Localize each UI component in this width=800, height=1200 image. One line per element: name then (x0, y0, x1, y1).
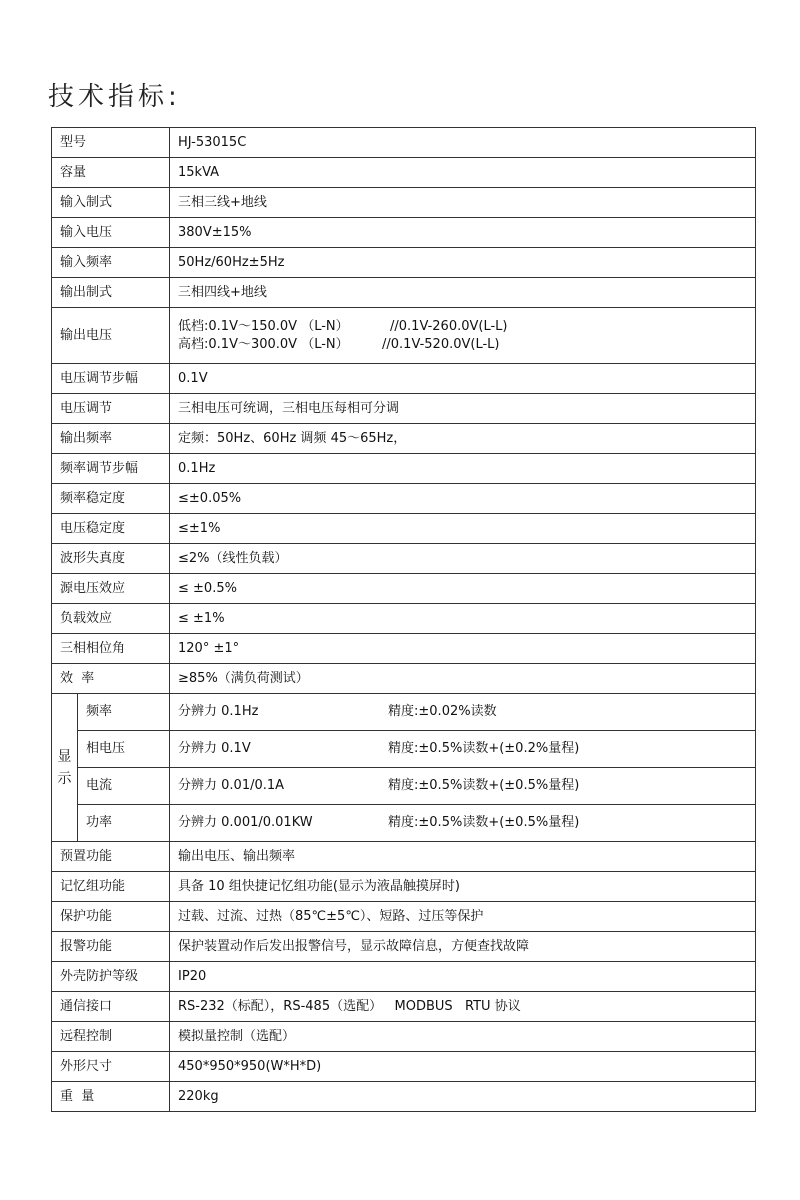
row-value: 具备 10 组快捷记忆组功能(显示为液晶触摸屏时) (170, 872, 756, 902)
row-label: 输入制式 (52, 188, 170, 218)
table-row (52, 364, 756, 394)
table-row (52, 604, 756, 634)
table-row (52, 992, 756, 1022)
row-label: 重 量 (52, 1082, 170, 1112)
display-item-spec (170, 805, 756, 842)
table-row (52, 932, 756, 962)
row-label: 电压调节 (52, 394, 170, 424)
spec-table (51, 127, 756, 1112)
display-accuracy: 精度:±0.5%读数+(±0.2%量程) (388, 741, 580, 756)
row-value: 三相电压可统调，三相电压每相可分调 (170, 394, 756, 424)
table-row (52, 188, 756, 218)
display-item-name: 相电压 (78, 731, 170, 768)
row-value: 220kg (170, 1082, 756, 1112)
row-label: 电压调节步幅 (52, 364, 170, 394)
output-voltage-line-high (178, 336, 747, 354)
row-label: 输出频率 (52, 424, 170, 454)
row-value: 450*950*950(W*H*D) (170, 1052, 756, 1082)
display-accuracy: 精度:±0.02%读数 (388, 704, 497, 719)
row-value: 三相四线+地线 (170, 278, 756, 308)
display-resolution: 分辨力 0.01/0.1A (178, 778, 285, 793)
row-value: 输出电压、输出频率 (170, 842, 756, 872)
row-label: 记忆组功能 (52, 872, 170, 902)
display-accuracy: 精度:±0.5%读数+(±0.5%量程) (388, 778, 580, 793)
row-label: 报警功能 (52, 932, 170, 962)
table-row (52, 694, 756, 731)
row-value: IP20 (170, 962, 756, 992)
row-value: 定频：50Hz、60Hz 调频 45～65Hz， (170, 424, 756, 454)
table-row (52, 842, 756, 872)
row-value: 0.1Hz (170, 454, 756, 484)
row-label: 波形失真度 (52, 544, 170, 574)
row-label: 外壳防护等级 (52, 962, 170, 992)
table-row (52, 731, 756, 768)
row-value: 过载、过流、过热（85℃±5℃）、短路、过压等保护 (170, 902, 756, 932)
table-row (52, 544, 756, 574)
table-row (52, 902, 756, 932)
row-value: ≤2%（线性负载） (170, 544, 756, 574)
table-row (52, 128, 756, 158)
row-label: 远程控制 (52, 1022, 170, 1052)
row-label: 源电压效应 (52, 574, 170, 604)
table-row (52, 574, 756, 604)
voltage-range-ln: 高档:0.1V～300.0V （L-N） (178, 336, 349, 352)
row-value: HJ-53015C (170, 128, 756, 158)
row-value: 三相三线+地线 (170, 188, 756, 218)
row-label: 效 率 (52, 664, 170, 694)
row-label: 输入频率 (52, 248, 170, 278)
row-value: ≤ ±1% (170, 604, 756, 634)
table-row (52, 1052, 756, 1082)
table-row (52, 424, 756, 454)
display-label-char: 示 (57, 770, 72, 787)
row-label: 三相相位角 (52, 634, 170, 664)
voltage-range-ln: 低档:0.1V～150.0V （L-N） (178, 318, 349, 334)
display-item-spec (170, 731, 756, 768)
display-item-spec (170, 694, 756, 731)
display-item-name: 电流 (78, 768, 170, 805)
row-value: 380V±15% (170, 218, 756, 248)
table-row (52, 1022, 756, 1052)
table-row (52, 514, 756, 544)
row-value: 模拟量控制（选配） (170, 1022, 756, 1052)
row-label: 预置功能 (52, 842, 170, 872)
display-resolution: 分辨力 0.1Hz (178, 704, 259, 719)
table-row (52, 872, 756, 902)
display-accuracy: 精度:±0.5%读数+(±0.5%量程) (388, 815, 580, 830)
page-title: 技术指标: (48, 82, 181, 112)
row-label: 负载效应 (52, 604, 170, 634)
row-value: ≤±1% (170, 514, 756, 544)
row-label: 保护功能 (52, 902, 170, 932)
table-row (52, 308, 756, 364)
display-item-name: 功率 (78, 805, 170, 842)
row-label: 型号 (52, 128, 170, 158)
display-resolution: 分辨力 0.1V (178, 741, 251, 756)
row-value: 15kVA (170, 158, 756, 188)
row-label: 输入电压 (52, 218, 170, 248)
output-voltage-value (170, 308, 756, 364)
row-value: 120° ±1° (170, 634, 756, 664)
row-value: ≥85%（满负荷测试） (170, 664, 756, 694)
display-label-char: 显 (57, 748, 72, 765)
voltage-range-ll: //0.1V-260.0V(L-L) (390, 318, 508, 334)
display-item-name: 频率 (78, 694, 170, 731)
row-value: 保护装置动作后发出报警信号，显示故障信息，方便查找故障 (170, 932, 756, 962)
row-label: 输出制式 (52, 278, 170, 308)
table-row (52, 962, 756, 992)
table-row (52, 218, 756, 248)
row-label: 外形尺寸 (52, 1052, 170, 1082)
row-label: 频率稳定度 (52, 484, 170, 514)
table-row (52, 484, 756, 514)
table-row (52, 278, 756, 308)
table-row (52, 768, 756, 805)
row-value: ≤±0.05% (170, 484, 756, 514)
row-label: 通信接口 (52, 992, 170, 1022)
display-item-spec (170, 768, 756, 805)
row-value: 50Hz/60Hz±5Hz (170, 248, 756, 278)
table-row (52, 454, 756, 484)
row-value: RS-232（标配），RS-485（选配） MODBUS RTU 协议 (170, 992, 756, 1022)
display-resolution: 分辨力 0.001/0.01KW (178, 815, 313, 830)
row-label: 输出电压 (52, 308, 170, 364)
row-label: 电压稳定度 (52, 514, 170, 544)
display-group-label (52, 694, 78, 842)
table-row (52, 805, 756, 842)
table-row (52, 1082, 756, 1112)
voltage-range-ll: //0.1V-520.0V(L-L) (382, 336, 500, 352)
table-row (52, 158, 756, 188)
row-value: 0.1V (170, 364, 756, 394)
row-label: 频率调节步幅 (52, 454, 170, 484)
table-row (52, 664, 756, 694)
row-label: 容量 (52, 158, 170, 188)
table-row (52, 248, 756, 278)
table-row (52, 394, 756, 424)
output-voltage-line-low (178, 318, 747, 336)
row-value: ≤ ±0.5% (170, 574, 756, 604)
table-row (52, 634, 756, 664)
